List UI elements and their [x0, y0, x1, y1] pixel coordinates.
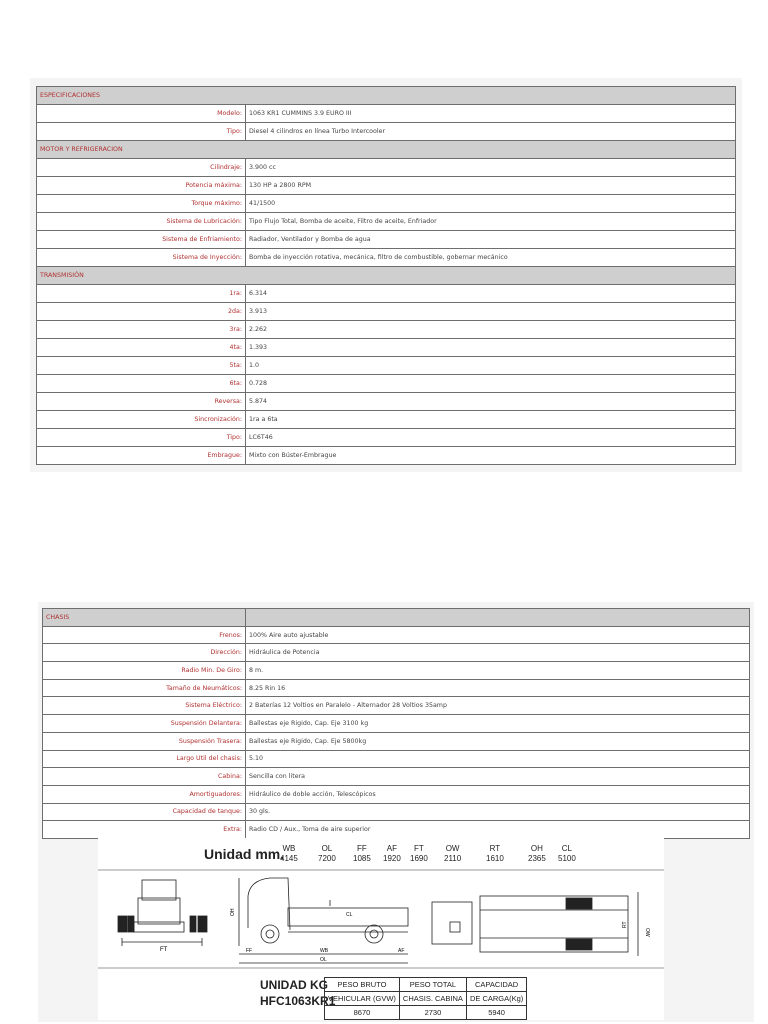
spec-label: Modelo: — [37, 105, 246, 123]
spec-value: Radio CD / Aux., Toma de aire superior — [246, 821, 750, 839]
dimension-value: 2110 — [444, 854, 462, 863]
spec-row — [37, 177, 736, 195]
spec-value: 100% Aire auto ajustable — [246, 626, 750, 644]
spec-row — [43, 715, 750, 733]
spec-row — [37, 429, 736, 447]
spec-row — [43, 732, 750, 750]
weights-table — [324, 977, 527, 1020]
af-label: AF — [398, 948, 405, 954]
spec-value: Bomba de inyección rotativa, mecánica, filtro de combustible, gobernar mecánico — [246, 249, 736, 267]
spec-row — [37, 213, 736, 231]
gvw-header-1: PESO BRUTO — [325, 978, 400, 992]
spec-row — [37, 375, 736, 393]
spec-row — [37, 105, 736, 123]
spec-label: Sistema Eléctrico: — [43, 697, 246, 715]
spec-label: Sincronización: — [37, 411, 246, 429]
spec-label: Tipo: — [37, 123, 246, 141]
spec-label: Largo Util del chasis: — [43, 750, 246, 768]
dimension-code: CL — [561, 844, 573, 853]
section-title: ESPECIFICACIONES — [37, 87, 736, 105]
spec-label: Radio Min. De Giro: — [43, 662, 246, 680]
spec-label: Amortiguadores: — [43, 785, 246, 803]
spec-value: 6.314 — [246, 285, 736, 303]
front-view-drawing — [118, 880, 207, 946]
chassis-table — [42, 608, 750, 839]
spec-value: Tipo Flujo Total, Bomba de aceite, Filtro de aceite, Enfriador — [246, 213, 736, 231]
chassis-weight-header-1: PESO TOTAL — [399, 978, 466, 992]
spec-row — [37, 321, 736, 339]
spec-value: 3.900 cc — [246, 159, 736, 177]
section-blank — [246, 609, 750, 627]
spec-label: Capacidad de tanque: — [43, 803, 246, 821]
spec-value: Hidráulico de doble acción, Telescópicos — [246, 785, 750, 803]
spec-value: 0.728 — [246, 375, 736, 393]
dimension-code: FT — [414, 844, 424, 853]
spec-value: Hidráulica de Potencia — [246, 644, 750, 662]
oh-label: OH — [230, 908, 236, 916]
dimension-code: FF — [357, 844, 367, 853]
spec-value: Sencilla con litera — [246, 768, 750, 786]
dimension-code: WB — [282, 844, 296, 853]
dimension-value: 1085 — [353, 854, 371, 863]
spec-value: 5.10 — [246, 750, 750, 768]
spec-row — [37, 411, 736, 429]
ft-label: FT — [160, 947, 168, 953]
dimension-value: 1920 — [383, 854, 401, 863]
section-title: MOTOR Y REFRIGERACION — [37, 141, 736, 159]
spec-label: 1ra: — [37, 285, 246, 303]
dimension-value: 7200 — [318, 854, 336, 863]
spec-label: Extra: — [43, 821, 246, 839]
spec-label: 6ta: — [37, 375, 246, 393]
section-header — [43, 609, 750, 627]
spec-label: 2da: — [37, 303, 246, 321]
spec-label: 4ta: — [37, 339, 246, 357]
spec-row — [43, 750, 750, 768]
dimensions-diagram — [98, 838, 664, 1020]
dimension-code: OW — [445, 844, 460, 853]
spec-value: 8 m. — [246, 662, 750, 680]
gvw-value: 8670 — [325, 1006, 400, 1020]
spec-value: 1.0 — [246, 357, 736, 375]
spec-value: 1ra a 6ta — [246, 411, 736, 429]
spec-row — [43, 626, 750, 644]
spec-label: Potencia máxima: — [37, 177, 246, 195]
spec-row — [37, 339, 736, 357]
load-capacity-value: 5940 — [466, 1006, 526, 1020]
spec-label: Cabina: — [43, 768, 246, 786]
spec-label: Embrague: — [37, 447, 246, 465]
gvw-header-2: VEHICULAR (GVW) — [325, 992, 400, 1006]
chassis-weight-header-2: CHASIS. CABINA — [399, 992, 466, 1006]
spec-label: Cilindraje: — [37, 159, 246, 177]
model-code-title: HFC1063KR1 — [260, 994, 336, 1008]
spec-label: Frenos: — [43, 626, 246, 644]
spec-row — [43, 785, 750, 803]
load-capacity-header-1: CAPACIDAD — [466, 978, 526, 992]
spec-row — [37, 393, 736, 411]
unit-mm-title: Unidad mm. — [204, 846, 285, 862]
cl-label: CL — [346, 912, 353, 918]
dimension-value: 1690 — [410, 854, 428, 863]
dimension-value: 5100 — [558, 854, 576, 863]
spec-label: Dirección: — [43, 644, 246, 662]
chassis-weight-value: 2730 — [399, 1006, 466, 1020]
spec-value: 1063 KR1 CUMMINS 3.9 EURO III — [246, 105, 736, 123]
wb-label: WB — [320, 948, 329, 954]
spec-row — [37, 447, 736, 465]
ff-label: FF — [246, 948, 253, 954]
spec-value: Mixto con Búster-Embrague — [246, 447, 736, 465]
dimension-code: AF — [386, 844, 398, 853]
spec-label: Torque máximo: — [37, 195, 246, 213]
spec-value: 1.393 — [246, 339, 736, 357]
spec-value: 5.874 — [246, 393, 736, 411]
spec-label: Sistema de Lubricación: — [37, 213, 246, 231]
ol-label: OL — [320, 957, 327, 963]
dimension-value: 2365 — [528, 854, 546, 863]
spec-row — [37, 159, 736, 177]
spec-label: Suspensión Trasera: — [43, 732, 246, 750]
spec-value: Diesel 4 cilindros en línea Turbo Intercooler — [246, 123, 736, 141]
spec-value: 8.25 Rin 16 — [246, 679, 750, 697]
spec-label: Reversa: — [37, 393, 246, 411]
spec-row — [43, 679, 750, 697]
spec-row — [43, 768, 750, 786]
spec-value: 3.913 — [246, 303, 736, 321]
dimension-value: 1610 — [486, 854, 504, 863]
spec-row — [37, 195, 736, 213]
spec-label: Sistema de Inyección: — [37, 249, 246, 267]
spec-row — [43, 644, 750, 662]
spec-row — [37, 231, 736, 249]
spec-row — [43, 803, 750, 821]
spec-label: Suspensión Delantera: — [43, 715, 246, 733]
rt-label: RT — [622, 921, 628, 928]
spec-value: LC6T46 — [246, 429, 736, 447]
spec-row — [37, 285, 736, 303]
spec-label: 5ta: — [37, 357, 246, 375]
spec-row — [37, 249, 736, 267]
dimension-value: 4145 — [280, 854, 298, 863]
spec-row — [37, 123, 736, 141]
spec-value: 130 HP a 2800 RPM — [246, 177, 736, 195]
spec-row — [43, 697, 750, 715]
ow-label: OW — [644, 928, 650, 937]
dimension-code: RT — [489, 844, 501, 853]
unit-kg-title: UNIDAD KG — [260, 978, 328, 992]
section-header — [37, 87, 736, 105]
spec-row — [37, 303, 736, 321]
spec-value: 2.262 — [246, 321, 736, 339]
spec-label: Tipo: — [37, 429, 246, 447]
load-capacity-header-2: DE CARGA(Kg) — [466, 992, 526, 1006]
spec-label: 3ra: — [37, 321, 246, 339]
spec-row — [43, 662, 750, 680]
spec-row — [43, 821, 750, 839]
spec-value: 30 gls. — [246, 803, 750, 821]
spec-value: 2 Baterías 12 Voltios en Paralelo - Alternador 28 Voltios 35amp — [246, 697, 750, 715]
dimension-code: OL — [321, 844, 333, 853]
section-header — [37, 267, 736, 285]
section-title: TRANSMISIÓN — [37, 267, 736, 285]
spec-label: Tamaño de Neumáticos: — [43, 679, 246, 697]
spec-value: Ballestas eje Rigido, Cap. Eje 5800kg — [246, 732, 750, 750]
dimension-code: OH — [530, 844, 543, 853]
section-header — [37, 141, 736, 159]
spec-row — [37, 357, 736, 375]
spec-value: Radiador, Ventilador y Bomba de agua — [246, 231, 736, 249]
specifications-table — [36, 86, 736, 465]
spec-value: 41/1500 — [246, 195, 736, 213]
top-view-drawing — [432, 892, 638, 956]
spec-value: Ballestas eje Rigido, Cap. Eje 3100 kg — [246, 715, 750, 733]
spec-label: Sistema de Enfriamiento: — [37, 231, 246, 249]
section-title: CHASIS — [43, 609, 246, 627]
